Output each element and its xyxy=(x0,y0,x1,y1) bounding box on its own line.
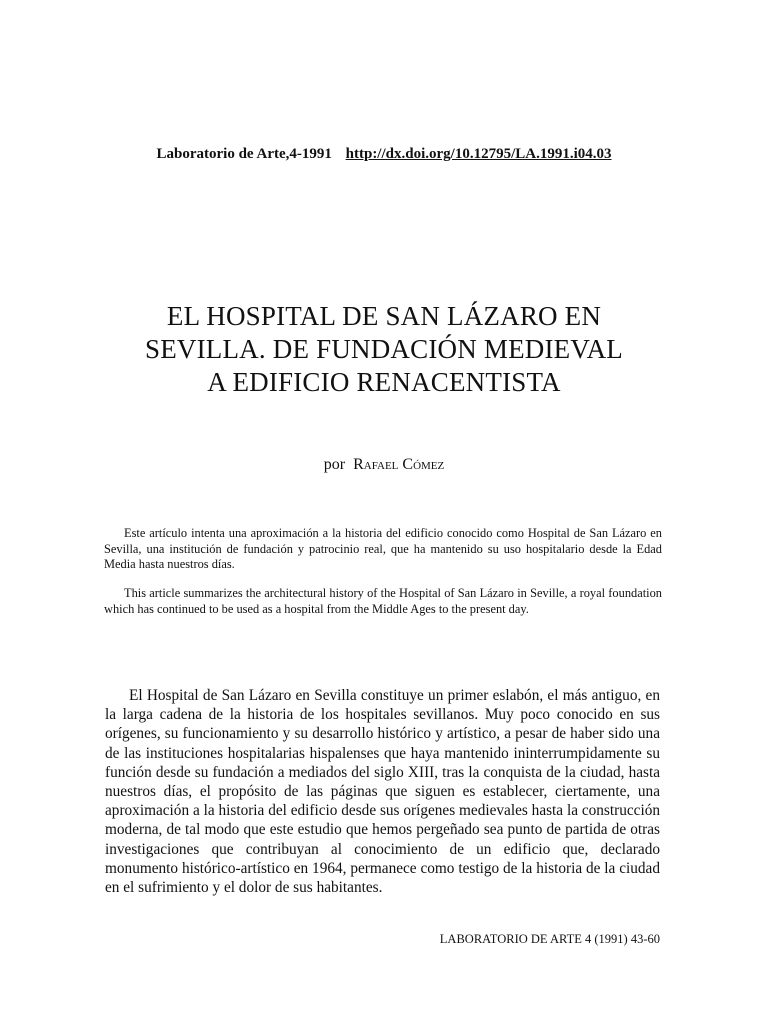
abstract-spanish: Este artículo intenta una aproximación a la historia del edificio conocido como Hospital de San Lázaro en Sevilla, una institución de fundación y patrocinio real, que ha mantenido su uso hospitalario desde la Edad Media hasta nuestros días. xyxy=(104,526,662,571)
title-line: SEVILLA. DE FUNDACIÓN MEDIEVAL xyxy=(145,334,623,364)
journal-reference: Laboratorio de Arte,4-1991 xyxy=(156,146,332,162)
article-title xyxy=(80,300,688,399)
byline xyxy=(0,456,768,474)
title-line: EL HOSPITAL DE SAN LÁZARO EN xyxy=(166,301,602,331)
footer-citation: LABORATORIO DE ARTE 4 (1991) 43-60 xyxy=(439,932,660,946)
body-paragraph: El Hospital de San Lázaro en Sevilla constituye un primer eslabón, el más antiguo, en la larga cadena de la historia de los hospitales sevillanos. Muy poco conocido en sus orígenes, su funcionamiento y su desarrollo histórico y artístico, a pesar de haber sido una de las instituciones hospitalarias hispalenses que haya mantenido ininterrumpidamente su función desde su fundación a mediados del siglo XIII, tras la conquista de la ciudad, hasta nuestros días, el propósito de las páginas que siguen es establecer, ciertamente, una aproximación a la historia del edificio desde sus orígenes medievales hasta la construcción moderna, de tal modo que este estudio que hemos pergeñado sea punto de partida de otras investigaciones que contribuyan al conocimiento de un edificio que, declarado monumento histórico-artístico en 1964, permanece como testigo de la historia de la ciudad en el sufrimiento y el dolor de sus habitantes. xyxy=(105,687,660,897)
title-line: A EDIFICIO RENACENTISTA xyxy=(207,367,561,397)
doi-link[interactable]: http://dx.doi.org/10.12795/LA.1991.i04.03 xyxy=(345,146,612,162)
abstract-english: This article summarizes the architectural history of the Hospital of San Lázaro in Seville, a royal foundation which has continued to be used as a hospital from the Middle Ages to the present day. xyxy=(104,586,662,616)
journal-header xyxy=(0,146,768,163)
author-name: Rafael Cómez xyxy=(353,456,445,473)
byline-prefix: por xyxy=(323,456,346,473)
